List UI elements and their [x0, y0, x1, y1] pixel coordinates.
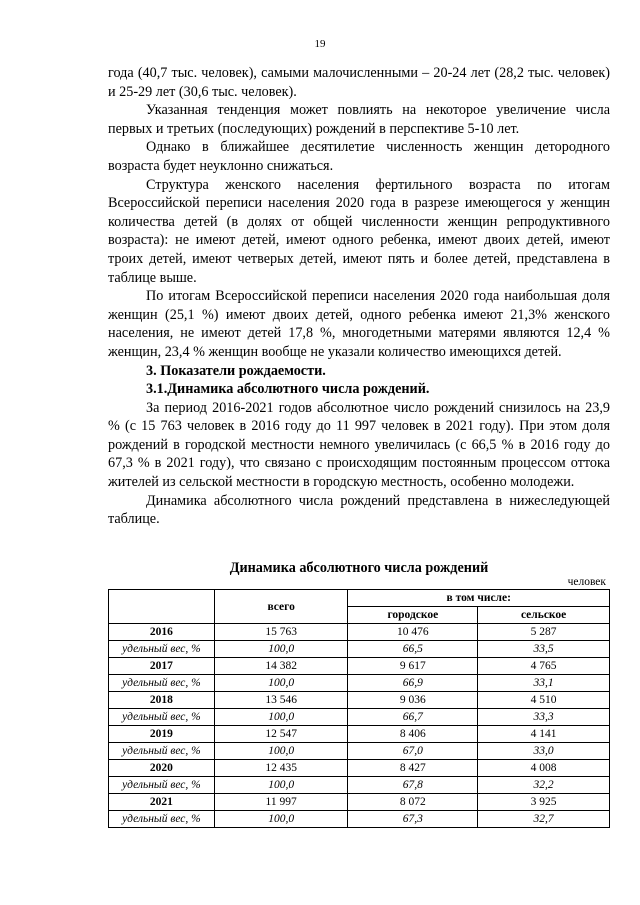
rural-cell: 4 141	[478, 726, 610, 743]
rural-cell: 4 510	[478, 692, 610, 709]
paragraph: Однако в ближайшее десятилетие численность женщин детородного возраста будет неуклонно снижаться.	[108, 139, 610, 174]
paragraph: За период 2016-2021 годов абсолютное число рождений снизилось на 23,9 % (с 15 763 человек в 2016 году до 11 997 человек в 2021 году). При этом доля рождений в городской местности немного увеличилась (с 66,5 % в 2016 году до 67,3 % в 2021 году), что связано с происходящим постоянным процессом оттока жителей из сельской местности в городскую местность, особенно молодежи.	[108, 399, 610, 491]
share-rural-cell: 33,5	[478, 641, 610, 658]
share-row	[109, 675, 610, 692]
share-label: удельный вес, %	[109, 777, 215, 794]
paragraph: Указанная тенденция может повлиять на некоторое увеличение числа первых и третьих (последующих) рождений в перспективе 5-10 лет.	[108, 102, 610, 137]
urban-cell: 8 406	[348, 726, 478, 743]
urban-cell: 10 476	[348, 624, 478, 641]
table-title: Динамика абсолютного числа рождений	[229, 560, 489, 576]
total-cell: 13 546	[214, 692, 348, 709]
table-row	[109, 760, 610, 777]
share-row	[109, 743, 610, 760]
share-urban-cell: 66,5	[348, 641, 478, 658]
births-table	[108, 589, 610, 828]
share-label: удельный вес, %	[109, 811, 215, 828]
total-cell: 12 547	[214, 726, 348, 743]
urban-cell: 8 072	[348, 794, 478, 811]
share-row	[109, 811, 610, 828]
share-total-cell: 100,0	[214, 743, 348, 760]
total-cell: 12 435	[214, 760, 348, 777]
section-heading: 3.1.Динамика абсолютного числа рождений.	[146, 381, 430, 398]
share-urban-cell: 67,0	[348, 743, 478, 760]
share-rural-cell: 33,3	[478, 709, 610, 726]
share-rural-cell: 32,7	[478, 811, 610, 828]
year-cell: 2021	[109, 794, 215, 811]
header-rural: сельское	[478, 607, 610, 624]
header-total: всего	[214, 590, 348, 624]
year-cell: 2017	[109, 658, 215, 675]
paragraph: По итогам Всероссийской переписи населения 2020 года наибольшая доля женщин (25,1 %) имеют двоих детей, одного ребенка имеют 21,3% женского населения, не имеют детей 17,8 %, многодетными матерями являются 12,4 % женщин, 23,4 % женщин вообще не указали количество имеющихся детей.	[108, 288, 610, 360]
share-label: удельный вес, %	[109, 709, 215, 726]
share-row	[109, 641, 610, 658]
share-label: удельный вес, %	[109, 641, 215, 658]
paragraph: года (40,7 тыс. человек), самыми малочисленными – 20-24 лет (28,2 тыс. человек) и 25-29 лет (30,6 тыс. человек).	[108, 65, 610, 100]
share-label: удельный вес, %	[109, 743, 215, 760]
table-unit: человек	[567, 576, 606, 588]
share-row	[109, 709, 610, 726]
section-heading: 3. Показатели рождаемости.	[146, 362, 326, 379]
rural-cell: 5 287	[478, 624, 610, 641]
header-group: в том числе:	[348, 590, 610, 607]
paragraph: Динамика абсолютного числа рождений представлена в нижеследующей таблице.	[108, 492, 610, 528]
share-urban-cell: 67,8	[348, 777, 478, 794]
share-total-cell: 100,0	[214, 675, 348, 692]
urban-cell: 8 427	[348, 760, 478, 777]
header-urban: городское	[348, 607, 478, 624]
table-row	[109, 692, 610, 709]
share-total-cell: 100,0	[214, 811, 348, 828]
table-row	[109, 624, 610, 641]
year-cell: 2019	[109, 726, 215, 743]
year-cell: 2016	[109, 624, 215, 641]
share-total-cell: 100,0	[214, 709, 348, 726]
share-rural-cell: 33,0	[478, 743, 610, 760]
page-number: 19	[314, 38, 326, 50]
share-total-cell: 100,0	[214, 777, 348, 794]
table-body	[109, 624, 610, 828]
total-cell: 15 763	[214, 624, 348, 641]
urban-cell: 9 036	[348, 692, 478, 709]
corner-cell	[109, 590, 215, 624]
table-row	[109, 726, 610, 743]
share-urban-cell: 66,7	[348, 709, 478, 726]
table-row	[109, 794, 610, 811]
year-cell: 2020	[109, 760, 215, 777]
share-label: удельный вес, %	[109, 675, 215, 692]
share-urban-cell: 66,9	[348, 675, 478, 692]
share-rural-cell: 32,2	[478, 777, 610, 794]
body-text	[108, 64, 610, 529]
rural-cell: 4 765	[478, 658, 610, 675]
paragraph: Структура женского населения фертильного возраста по итогам Всероссийской переписи населения 2020 года в разрезе имеющегося у женщин количества детей (в долях от общей численности женщин репродуктивного возраста): не имеют детей, имеют одного ребенка, имеют двоих детей, имеют троих детей, имеют четверых детей, имеют пять и более детей, представлена в таблице выше.	[108, 176, 610, 286]
total-cell: 14 382	[214, 658, 348, 675]
total-cell: 11 997	[214, 794, 348, 811]
share-urban-cell: 67,3	[348, 811, 478, 828]
rural-cell: 3 925	[478, 794, 610, 811]
table-row	[109, 658, 610, 675]
share-total-cell: 100,0	[214, 641, 348, 658]
urban-cell: 9 617	[348, 658, 478, 675]
share-row	[109, 777, 610, 794]
share-rural-cell: 33,1	[478, 675, 610, 692]
year-cell: 2018	[109, 692, 215, 709]
rural-cell: 4 008	[478, 760, 610, 777]
